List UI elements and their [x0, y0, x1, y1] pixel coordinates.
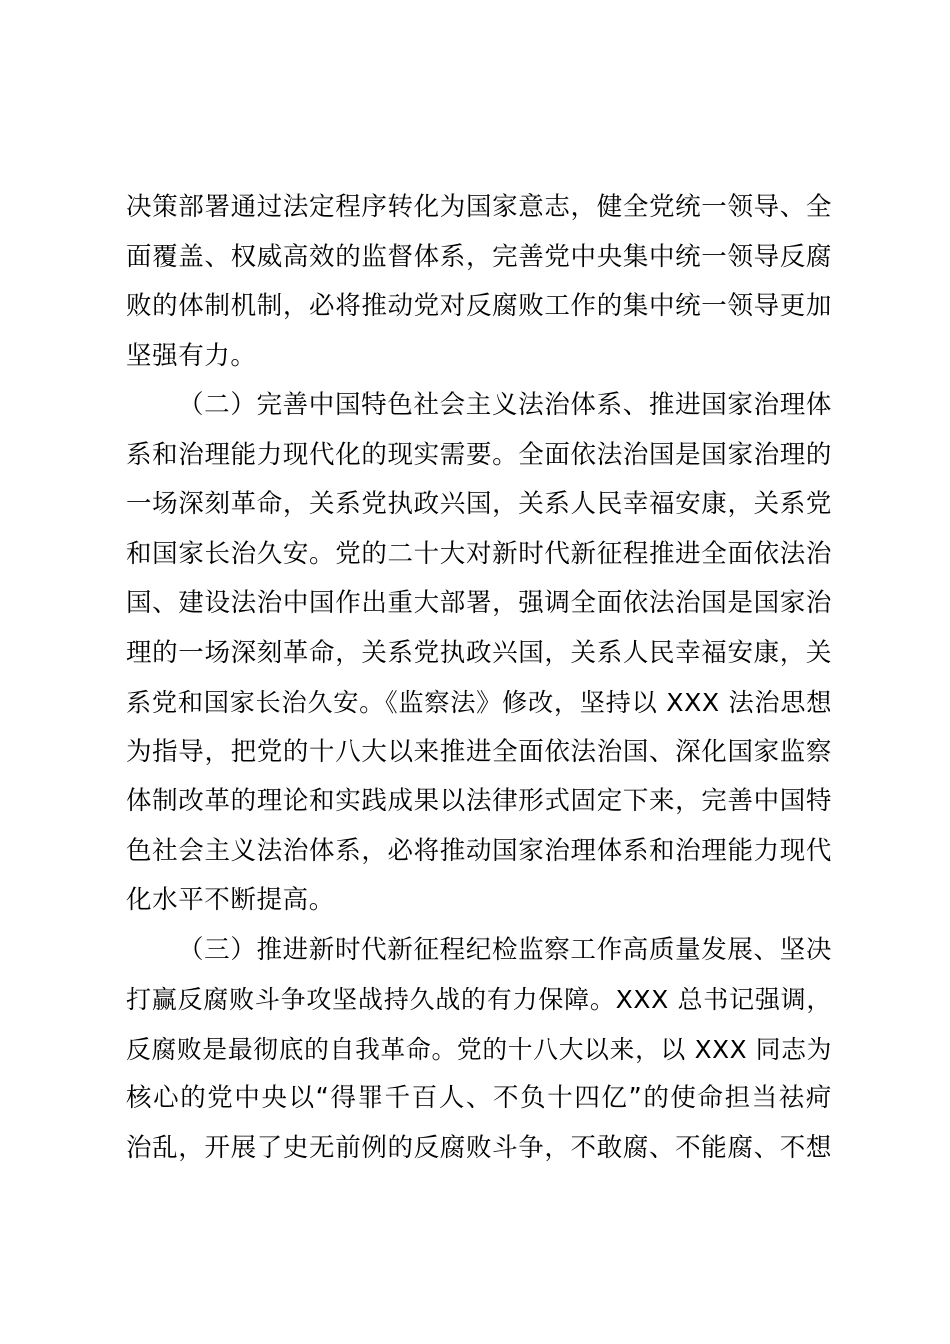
text-line: 和国家长治久安。党的二十大对新时代新征程推进全面依法治: [126, 538, 832, 569]
body-text: [126, 183, 832, 1173]
text-line: 为指导，把党的十八大以来推进全面依法治国、深化国家监察: [126, 736, 832, 767]
text-line: 面覆盖、权威高效的监督体系，完善党中央集中统一领导反腐: [126, 241, 832, 272]
text-line: 化水平不断提高。: [126, 885, 335, 915]
paragraph-2: [126, 381, 832, 926]
text-line: 体制改革的理论和实践成果以法律形式固定下来，完善中国特: [126, 786, 832, 816]
text-line: 一场深刻革命，关系党执政兴国，关系人民幸福安康，关系党: [126, 489, 832, 519]
text-line: （二）完善中国特色社会主义法治体系、推进国家治理体: [178, 390, 832, 420]
text-line: 系党和国家长治久安。《监察法》修改，坚持以 XXX 法治思想: [126, 688, 832, 717]
text-line: 决策部署通过法定程序转化为国家意志，健全党统一领导、全: [126, 192, 832, 222]
text-line: 打赢反腐败斗争攻坚战持久战的有力保障。XXX 总书记强调，: [126, 985, 832, 1014]
text-line: 色社会主义法治体系，必将推动国家治理体系和治理能力现代: [126, 835, 832, 866]
text-line: 理的一场深刻革命，关系党执政兴国，关系人民幸福安康，关: [126, 637, 832, 668]
text-line: 核心的党中央以“得罪千百人、不负十四亿”的使命担当祛疴: [126, 1083, 832, 1113]
paragraph-3: [126, 926, 832, 1174]
text-line: 反腐败是最彻底的自我革命。党的十八大以来，以 XXX 同志为: [126, 1034, 832, 1064]
text-line: （三）推进新时代新征程纪检监察工作高质量发展、坚决: [178, 934, 832, 965]
text-line: 系和治理能力现代化的现实需要。全面依法治国是国家治理的: [126, 439, 832, 470]
text-line: 坚强有力。: [126, 340, 257, 371]
paragraph-1: [126, 183, 832, 381]
text-line: 治乱，开展了史无前例的反腐败斗争，不敢腐、不能腐、不想: [126, 1132, 832, 1163]
text-line: 败的体制机制，必将推动党对反腐败工作的集中统一领导更加: [126, 291, 832, 321]
text-line: 国、建设法治中国作出重大部署，强调全面依法治国是国家治: [126, 588, 832, 618]
